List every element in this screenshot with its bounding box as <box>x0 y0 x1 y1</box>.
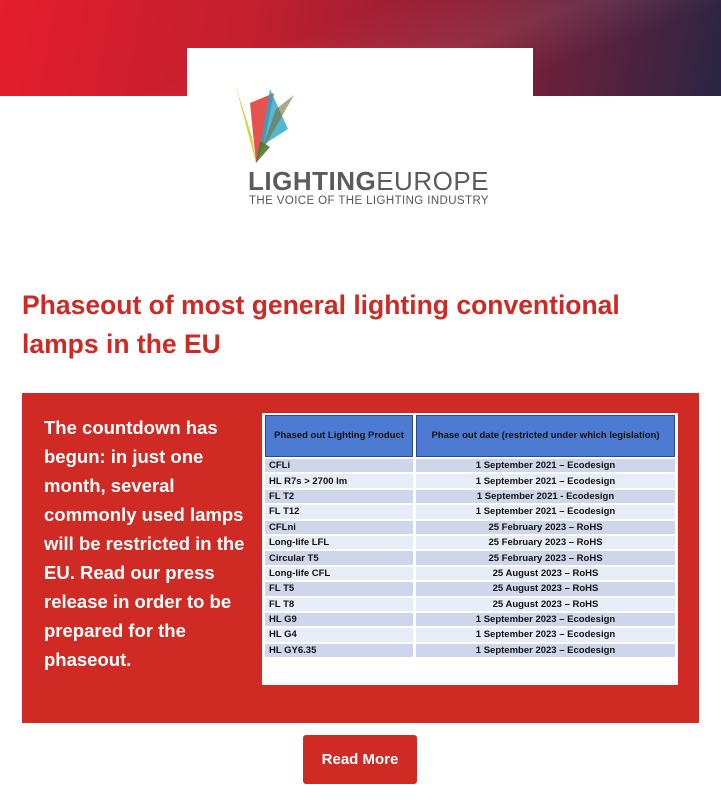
table-cell-product: HL G9 <box>265 613 413 626</box>
table-cell-date: 1 September 2021 – Ecodesign <box>416 505 675 518</box>
table-cell-product: CFLi <box>265 459 413 472</box>
brand-name-bold: LIGHTING <box>248 166 377 196</box>
table-cell-product: HL GY6.35 <box>265 644 413 657</box>
phaseout-table <box>262 413 678 659</box>
table-row <box>265 505 675 518</box>
table-cell-date: 1 September 2021 – Ecodesign <box>416 459 675 472</box>
table-cell-date: 25 August 2023 – RoHS <box>416 582 675 595</box>
table-cell-product: FL T12 <box>265 505 413 518</box>
lightingeurope-logo-mark-icon <box>230 85 300 167</box>
table-cell-product: Circular T5 <box>265 551 413 564</box>
table-cell-product: Long-life LFL <box>265 536 413 549</box>
table-row <box>265 536 675 549</box>
table-row <box>265 598 675 611</box>
phaseout-table-image <box>262 413 678 685</box>
table-cell-product: FL T8 <box>265 598 413 611</box>
table-row <box>265 521 675 534</box>
table-cell-product: CFLni <box>265 521 413 534</box>
table-cell-date: 25 February 2023 – RoHS <box>416 521 675 534</box>
table-cell-product: HL R7s > 2700 lm <box>265 474 413 487</box>
table-row <box>265 628 675 641</box>
table-row <box>265 551 675 564</box>
article-intro: The countdown has begun: in just one month, several commonly used lamps will be restricted in the EU. Read our press release in order to be prepared for the phaseout. <box>44 417 245 670</box>
brand-wordmark <box>248 166 489 197</box>
table-cell-date: 1 September 2023 – Ecodesign <box>416 628 675 641</box>
table-header-date: Phase out date (restricted under which legislation) <box>416 415 675 457</box>
table-cell-product: HL G4 <box>265 628 413 641</box>
table-row <box>265 644 675 657</box>
table-row <box>265 582 675 595</box>
table-cell-product: Long-life CFL <box>265 567 413 580</box>
table-row <box>265 474 675 487</box>
table-header-product: Phased out Lighting Product <box>265 415 413 457</box>
table-row <box>265 490 675 503</box>
table-cell-date: 25 August 2023 – RoHS <box>416 567 675 580</box>
table-row <box>265 459 675 472</box>
table-cell-date: 1 September 2023 – Ecodesign <box>416 644 675 657</box>
read-more-button[interactable]: Read More <box>303 735 417 784</box>
table-cell-date: 25 February 2023 – RoHS <box>416 551 675 564</box>
table-cell-product: FL T2 <box>265 490 413 503</box>
table-cell-date: 25 August 2023 – RoHS <box>416 598 675 611</box>
table-cell-date: 1 September 2021 – Ecodesign <box>416 474 675 487</box>
table-cell-date: 1 September 2023 – Ecodesign <box>416 613 675 626</box>
table-cell-date: 1 September 2021 - Ecodesign <box>416 490 675 503</box>
table-row <box>265 613 675 626</box>
table-cell-product: FL T5 <box>265 582 413 595</box>
table-cell-date: 25 February 2023 – RoHS <box>416 536 675 549</box>
article-headline: Phaseout of most general lighting conventional lamps in the EU <box>22 290 620 359</box>
brand-name-light: EUROPE <box>376 166 490 196</box>
table-row <box>265 567 675 580</box>
brand-tagline: THE VOICE OF THE LIGHTING INDUSTRY <box>249 195 490 207</box>
